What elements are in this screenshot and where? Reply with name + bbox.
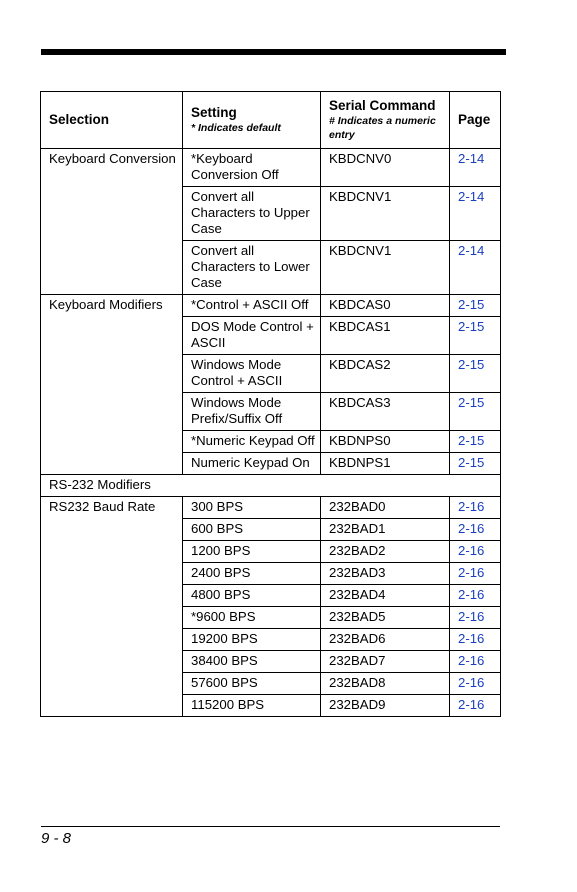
- page-link[interactable]: 2-16: [450, 497, 501, 519]
- command-cell: KBDCAS0: [321, 295, 450, 317]
- setting-cell: Windows Mode Control + ASCII: [183, 355, 321, 393]
- section-heading: RS-232 Modifiers: [41, 475, 501, 497]
- command-cell: 232BAD0: [321, 497, 450, 519]
- command-cell: 232BAD9: [321, 695, 450, 717]
- header-serial-note: # Indicates a numeric entry: [329, 115, 436, 141]
- page-link[interactable]: 2-16: [450, 519, 501, 541]
- command-cell: 232BAD4: [321, 585, 450, 607]
- setting-cell: *Keyboard Conversion Off: [183, 149, 321, 187]
- setting-cell: Windows Mode Prefix/Suffix Off: [183, 393, 321, 431]
- setting-cell: 115200 BPS: [183, 695, 321, 717]
- selection-cell: RS232 Baud Rate: [41, 497, 183, 717]
- page-link[interactable]: 2-14: [450, 149, 501, 187]
- setting-cell: Numeric Keypad On: [183, 453, 321, 475]
- command-cell: KBDNPS0: [321, 431, 450, 453]
- setting-cell: *9600 BPS: [183, 607, 321, 629]
- command-cell: KBDCNV0: [321, 149, 450, 187]
- table-row: [41, 295, 501, 317]
- setting-cell: *Control + ASCII Off: [183, 295, 321, 317]
- header-setting-note: * Indicates default: [191, 122, 281, 134]
- selection-cell: Keyboard Modifiers: [41, 295, 183, 475]
- page-link[interactable]: 2-14: [450, 187, 501, 241]
- table-row: [41, 497, 501, 519]
- command-cell: KBDCAS1: [321, 317, 450, 355]
- command-cell: KBDCAS3: [321, 393, 450, 431]
- setting-cell: Convert all Characters to Lower Case: [183, 241, 321, 295]
- setting-cell: 300 BPS: [183, 497, 321, 519]
- page-link[interactable]: 2-15: [450, 431, 501, 453]
- setting-cell: DOS Mode Control + ASCII: [183, 317, 321, 355]
- page-link[interactable]: 2-14: [450, 241, 501, 295]
- header-page: Page: [450, 92, 501, 149]
- page-link[interactable]: 2-15: [450, 393, 501, 431]
- command-cell: 232BAD3: [321, 563, 450, 585]
- command-cell: 232BAD8: [321, 673, 450, 695]
- header-setting: Setting * Indicates default: [183, 92, 321, 149]
- page-link[interactable]: 2-16: [450, 695, 501, 717]
- page-link[interactable]: 2-15: [450, 355, 501, 393]
- setting-cell: 38400 BPS: [183, 651, 321, 673]
- setting-cell: 600 BPS: [183, 519, 321, 541]
- table-row: [41, 149, 501, 187]
- selection-cell: Keyboard Conversion: [41, 149, 183, 295]
- page-link[interactable]: 2-16: [450, 607, 501, 629]
- top-rule: [41, 49, 506, 55]
- setting-cell: 4800 BPS: [183, 585, 321, 607]
- page-link[interactable]: 2-16: [450, 629, 501, 651]
- setting-cell: 1200 BPS: [183, 541, 321, 563]
- bottom-rule: [41, 826, 500, 827]
- section-heading-row: [41, 475, 501, 497]
- command-cell: 232BAD1: [321, 519, 450, 541]
- command-cell: KBDCNV1: [321, 241, 450, 295]
- header-selection: Selection: [41, 92, 183, 149]
- serial-command-table: [40, 91, 501, 717]
- page-number: 9 - 8: [41, 830, 72, 847]
- command-cell: 232BAD7: [321, 651, 450, 673]
- command-cell: KBDNPS1: [321, 453, 450, 475]
- page-link[interactable]: 2-16: [450, 541, 501, 563]
- table-header-row: [41, 92, 501, 149]
- command-cell: 232BAD6: [321, 629, 450, 651]
- page-link[interactable]: 2-15: [450, 295, 501, 317]
- command-cell: 232BAD2: [321, 541, 450, 563]
- setting-cell: 2400 BPS: [183, 563, 321, 585]
- setting-cell: *Numeric Keypad Off: [183, 431, 321, 453]
- command-cell: 232BAD5: [321, 607, 450, 629]
- page-link[interactable]: 2-15: [450, 453, 501, 475]
- page-link[interactable]: 2-16: [450, 563, 501, 585]
- command-cell: KBDCAS2: [321, 355, 450, 393]
- setting-cell: Convert all Characters to Upper Case: [183, 187, 321, 241]
- setting-cell: 57600 BPS: [183, 673, 321, 695]
- command-cell: KBDCNV1: [321, 187, 450, 241]
- setting-cell: 19200 BPS: [183, 629, 321, 651]
- page-link[interactable]: 2-16: [450, 651, 501, 673]
- page-link[interactable]: 2-16: [450, 673, 501, 695]
- header-serial-command: Serial Command # Indicates a numeric entry: [321, 92, 450, 149]
- page-link[interactable]: 2-15: [450, 317, 501, 355]
- page-link[interactable]: 2-16: [450, 585, 501, 607]
